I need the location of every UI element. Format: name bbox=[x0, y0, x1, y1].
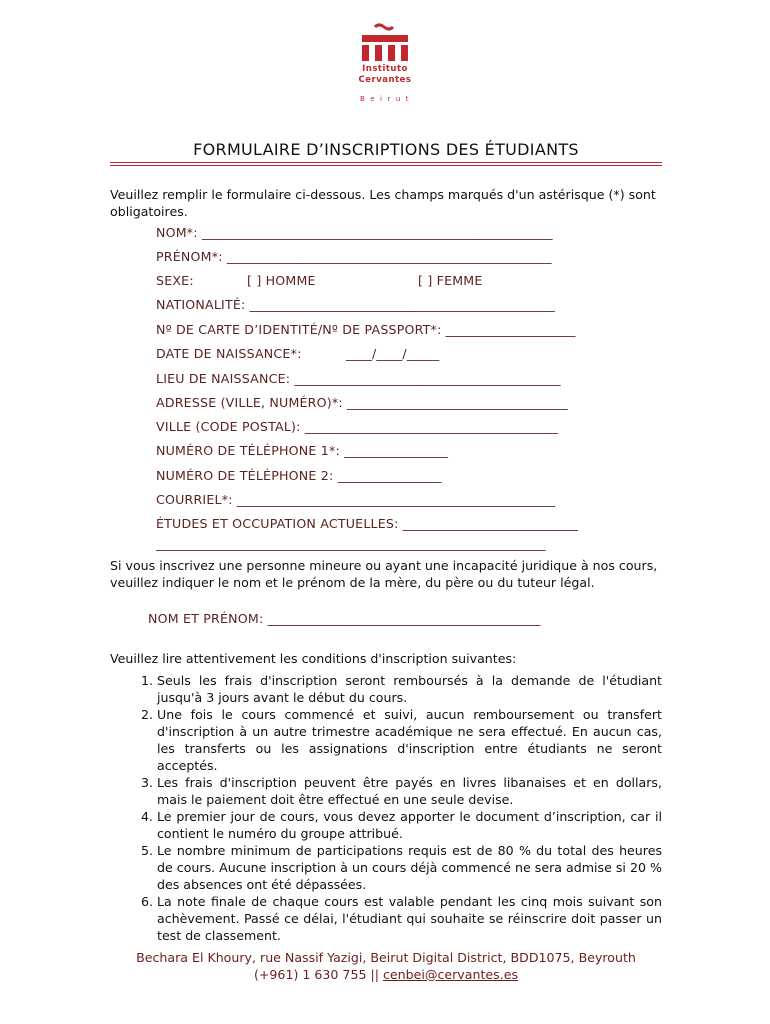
logo-line-3: Beirut bbox=[359, 95, 415, 103]
condition-item: 6. La note finale de chaque cours est valable pendant les cinq mois suivant son achèvement. Passé ce délai, l'étudiant qui souhaite se réinscrire doit passer un test de classement. bbox=[157, 893, 662, 944]
field-lieu-naissance[interactable]: LIEU DE NAISSANCE: _________________________________________ bbox=[156, 371, 561, 386]
field-adresse[interactable]: ADRESSE (VILLE, NUMÉRO)*: __________________________________ bbox=[156, 395, 568, 410]
footer bbox=[110, 949, 662, 983]
title-rule-bottom bbox=[110, 165, 662, 166]
field-etudes-occupation[interactable]: ÉTUDES ET OCCUPATION ACTUELLES: ___________________________ bbox=[156, 516, 579, 531]
minor-paragraph: Si vous inscrivez une personne mineure ou ayant une incapacité juridique à nos cours, veuillez indiquer le nom et le prénom de la mère, du père ou du tuteur légal. bbox=[110, 558, 658, 590]
institute-logo bbox=[340, 22, 430, 103]
footer-email-link[interactable]: cenbei@cervantes.es bbox=[382, 967, 519, 982]
condition-item: 2. Une fois le cours commencé et suivi, aucun remboursement ou transfert d'inscription à un autre trimestre académique ne sera effectué. En aucun cas, les transferts ou les assignations d'inscription entre étudiants ne seront acceptés. bbox=[157, 706, 662, 774]
field-courriel[interactable]: COURRIEL*: _________________________________________________ bbox=[156, 492, 556, 507]
logo-line-1: Instituto bbox=[362, 64, 408, 74]
page-title: FORMULAIRE D’INSCRIPTIONS DES ÉTUDIANTS bbox=[193, 140, 579, 159]
condition-item: 1. Seuls les frais d'inscription seront remboursés à la demande de l'étudiant jusqu'à 3 jours avant le début du cours. bbox=[157, 672, 662, 706]
field-telephone-1[interactable]: NUMÉRO DE TÉLÉPHONE 1*: ________________ bbox=[156, 443, 449, 458]
field-prenom[interactable]: PRÉNOM*: __________________________________________________ bbox=[156, 249, 552, 264]
field-nationalite[interactable]: NATIONALITÉ: _______________________________________________ bbox=[156, 297, 555, 312]
field-ville[interactable]: VILLE (CODE POSTAL): _______________________________________ bbox=[156, 419, 559, 434]
footer-phone: (+961) 1 630 755 || bbox=[253, 967, 383, 982]
field-etudes-continuation[interactable]: ____________________________________________________________ bbox=[156, 536, 546, 551]
condition-item: 4. Le premier jour de cours, vous devez apporter le document d’inscription, car il contient le numéro du groupe attribué. bbox=[157, 808, 662, 842]
field-date-naissance[interactable]: ____/____/_____ bbox=[346, 346, 440, 361]
field-carte-identite[interactable]: Nº DE CARTE D’IDENTITÉ/Nº DE PASSPORT*: ____________________ bbox=[156, 322, 576, 337]
footer-address: Bechara El Khoury, rue Nassif Yazigi, Beirut Digital District, BDD1075, Beyrouth bbox=[136, 950, 636, 965]
intro-paragraph: Veuillez remplir le formulaire ci-dessous. Les champs marqués d'un astérisque (*) sont obligatoires. bbox=[110, 187, 656, 219]
field-telephone-2[interactable]: NUMÉRO DE TÉLÉPHONE 2: ________________ bbox=[156, 468, 442, 483]
conditions-list bbox=[110, 672, 662, 944]
conditions-intro: Veuillez lire attentivement les conditions d'inscription suivantes: bbox=[110, 651, 517, 666]
checkbox-homme[interactable]: [ ] HOMME bbox=[247, 273, 316, 288]
logo-line-2: Cervantes bbox=[358, 75, 412, 85]
field-nom[interactable]: NOM*: ______________________________________________________ bbox=[156, 225, 553, 240]
condition-item: 3. Les frais d'inscription peuvent être payés en livres libanaises et en dollars, mais le paiement doit être effectué en une seule devise. bbox=[157, 774, 662, 808]
field-date-label: DATE DE NAISSANCE*: bbox=[156, 346, 302, 361]
condition-item: 5. Le nombre minimum de participations requis est de 80 % du total des heures de cours. Aucune inscription à un cours déjà commencé ne sera admise si 20 % des absences ont été dépassées. bbox=[157, 842, 662, 893]
footer-contact bbox=[110, 966, 662, 983]
field-guardian-name[interactable]: NOM ET PRÉNOM: __________________________________________ bbox=[148, 611, 541, 626]
field-sexe-label: SEXE: bbox=[156, 273, 194, 288]
checkbox-femme[interactable]: [ ] FEMME bbox=[418, 273, 483, 288]
cervantes-logo-icon bbox=[358, 22, 412, 64]
title-rule-top bbox=[110, 162, 662, 163]
